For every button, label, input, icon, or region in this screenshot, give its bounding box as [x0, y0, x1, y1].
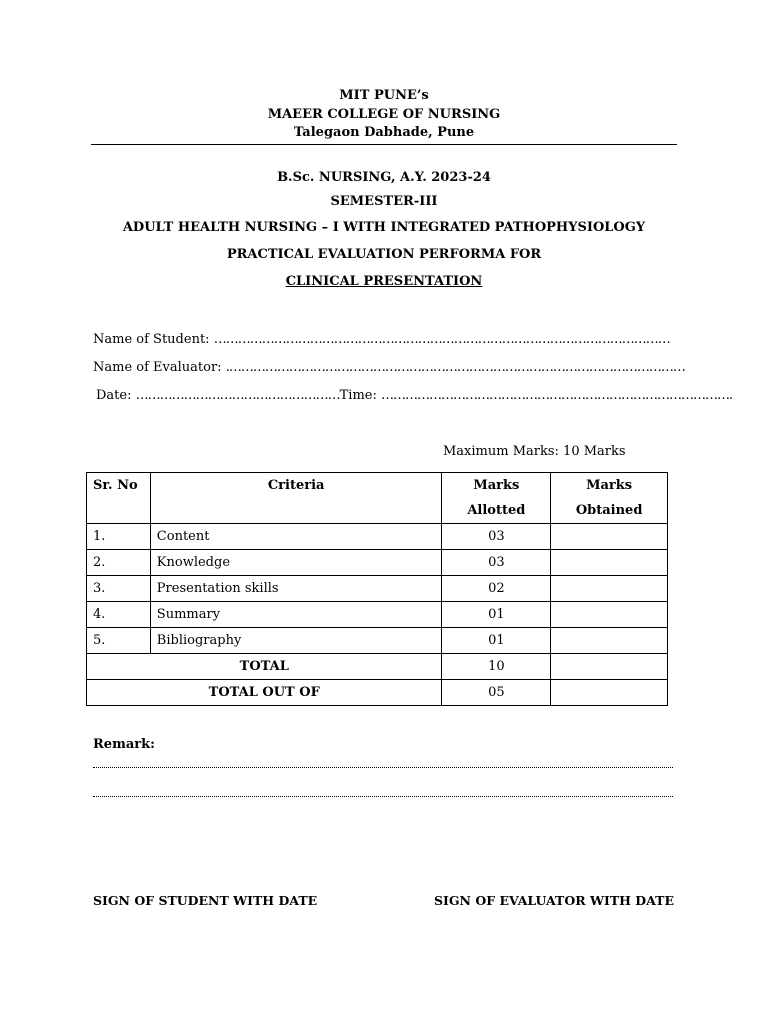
table-row: [87, 550, 668, 576]
header-marks-obtained: [551, 473, 668, 524]
evaluator-name-blank: .……………………………………………………………………………………………………: [225, 360, 685, 375]
header-allotted-line1: Marks: [473, 478, 520, 493]
date-blank: ……………………………………………: [135, 388, 340, 403]
header-marks-allotted: [442, 473, 551, 524]
subject-line: ADULT HEALTH NURSING – I WITH INTEGRATED PATHOPHYSIOLOGY: [122, 220, 646, 235]
row-obtained-cell[interactable]: [551, 576, 668, 602]
evaluator-signature-label: SIGN OF EVALUATOR WITH DATE: [434, 893, 674, 908]
time-blank: …………………………………………………………………………….: [381, 388, 733, 403]
header-divider: [91, 144, 677, 145]
row-criteria: Knowledge: [150, 550, 442, 576]
row-allotted: 01: [442, 602, 551, 628]
student-name-label: Name of Student:: [93, 332, 210, 347]
row-obtained-cell[interactable]: [551, 602, 668, 628]
header-obtained-line2: Obtained: [575, 503, 643, 518]
maximum-marks: Maximum Marks: 10 Marks: [443, 444, 626, 459]
total-allotted: 10: [442, 654, 551, 680]
header-sr-no: Sr. No: [87, 473, 151, 524]
row-sr: 2.: [87, 550, 151, 576]
row-sr: 5.: [87, 628, 151, 654]
institution-line-2: MAEER COLLEGE OF NURSING: [267, 107, 501, 122]
total-obtained-cell[interactable]: [551, 654, 668, 680]
row-allotted: 03: [442, 550, 551, 576]
remark-line-2[interactable]: [93, 796, 673, 797]
student-signature-label: SIGN OF STUDENT WITH DATE: [93, 893, 318, 908]
table-row: [87, 628, 668, 654]
total-out-of-row: [87, 680, 668, 706]
table-row: [87, 602, 668, 628]
date-label: Date:: [96, 388, 132, 403]
row-criteria: Presentation skills: [150, 576, 442, 602]
row-criteria: Bibliography: [150, 628, 442, 654]
table-row: [87, 576, 668, 602]
student-name-field[interactable]: [93, 331, 670, 349]
row-allotted: 03: [442, 524, 551, 550]
row-allotted: 02: [442, 576, 551, 602]
total-out-of-label: TOTAL OUT OF: [87, 680, 442, 706]
evaluator-name-label: Name of Evaluator:: [93, 360, 222, 375]
remark-label: Remark:: [93, 737, 155, 752]
total-row: [87, 654, 668, 680]
total-label: TOTAL: [87, 654, 442, 680]
student-name-blank: ……………………………………………………………………………………………………: [213, 332, 670, 347]
header-obtained-line1: Marks: [586, 478, 633, 493]
form-title-text: CLINICAL PRESENTATION: [285, 274, 483, 289]
row-obtained-cell[interactable]: [551, 550, 668, 576]
institution-line-1: MIT PUNE’s: [339, 88, 429, 103]
total-out-of-obtained-cell[interactable]: [551, 680, 668, 706]
remark-line-1[interactable]: [93, 767, 673, 768]
performa-line: PRACTICAL EVALUATION PERFORMA FOR: [226, 247, 542, 262]
semester-line: SEMESTER-III: [330, 194, 438, 209]
total-out-of-allotted: 05: [442, 680, 551, 706]
row-allotted: 01: [442, 628, 551, 654]
header-criteria: Criteria: [150, 473, 442, 524]
marks-table: [86, 472, 668, 706]
table-header-row: [87, 473, 668, 524]
time-label: Time:: [339, 388, 377, 403]
form-title: [0, 273, 768, 291]
row-criteria: Content: [150, 524, 442, 550]
row-obtained-cell[interactable]: [551, 524, 668, 550]
institution-line-3: Talegaon Dabhade, Pune: [293, 125, 475, 140]
evaluator-name-field[interactable]: [93, 359, 685, 377]
row-sr: 1.: [87, 524, 151, 550]
row-sr: 4.: [87, 602, 151, 628]
row-sr: 3.: [87, 576, 151, 602]
table-row: [87, 524, 668, 550]
row-criteria: Summary: [150, 602, 442, 628]
row-obtained-cell[interactable]: [551, 628, 668, 654]
header-allotted-line2: Allotted: [467, 503, 526, 518]
program-line: B.Sc. NURSING, A.Y. 2023-24: [277, 170, 491, 185]
date-time-field[interactable]: [96, 387, 732, 405]
